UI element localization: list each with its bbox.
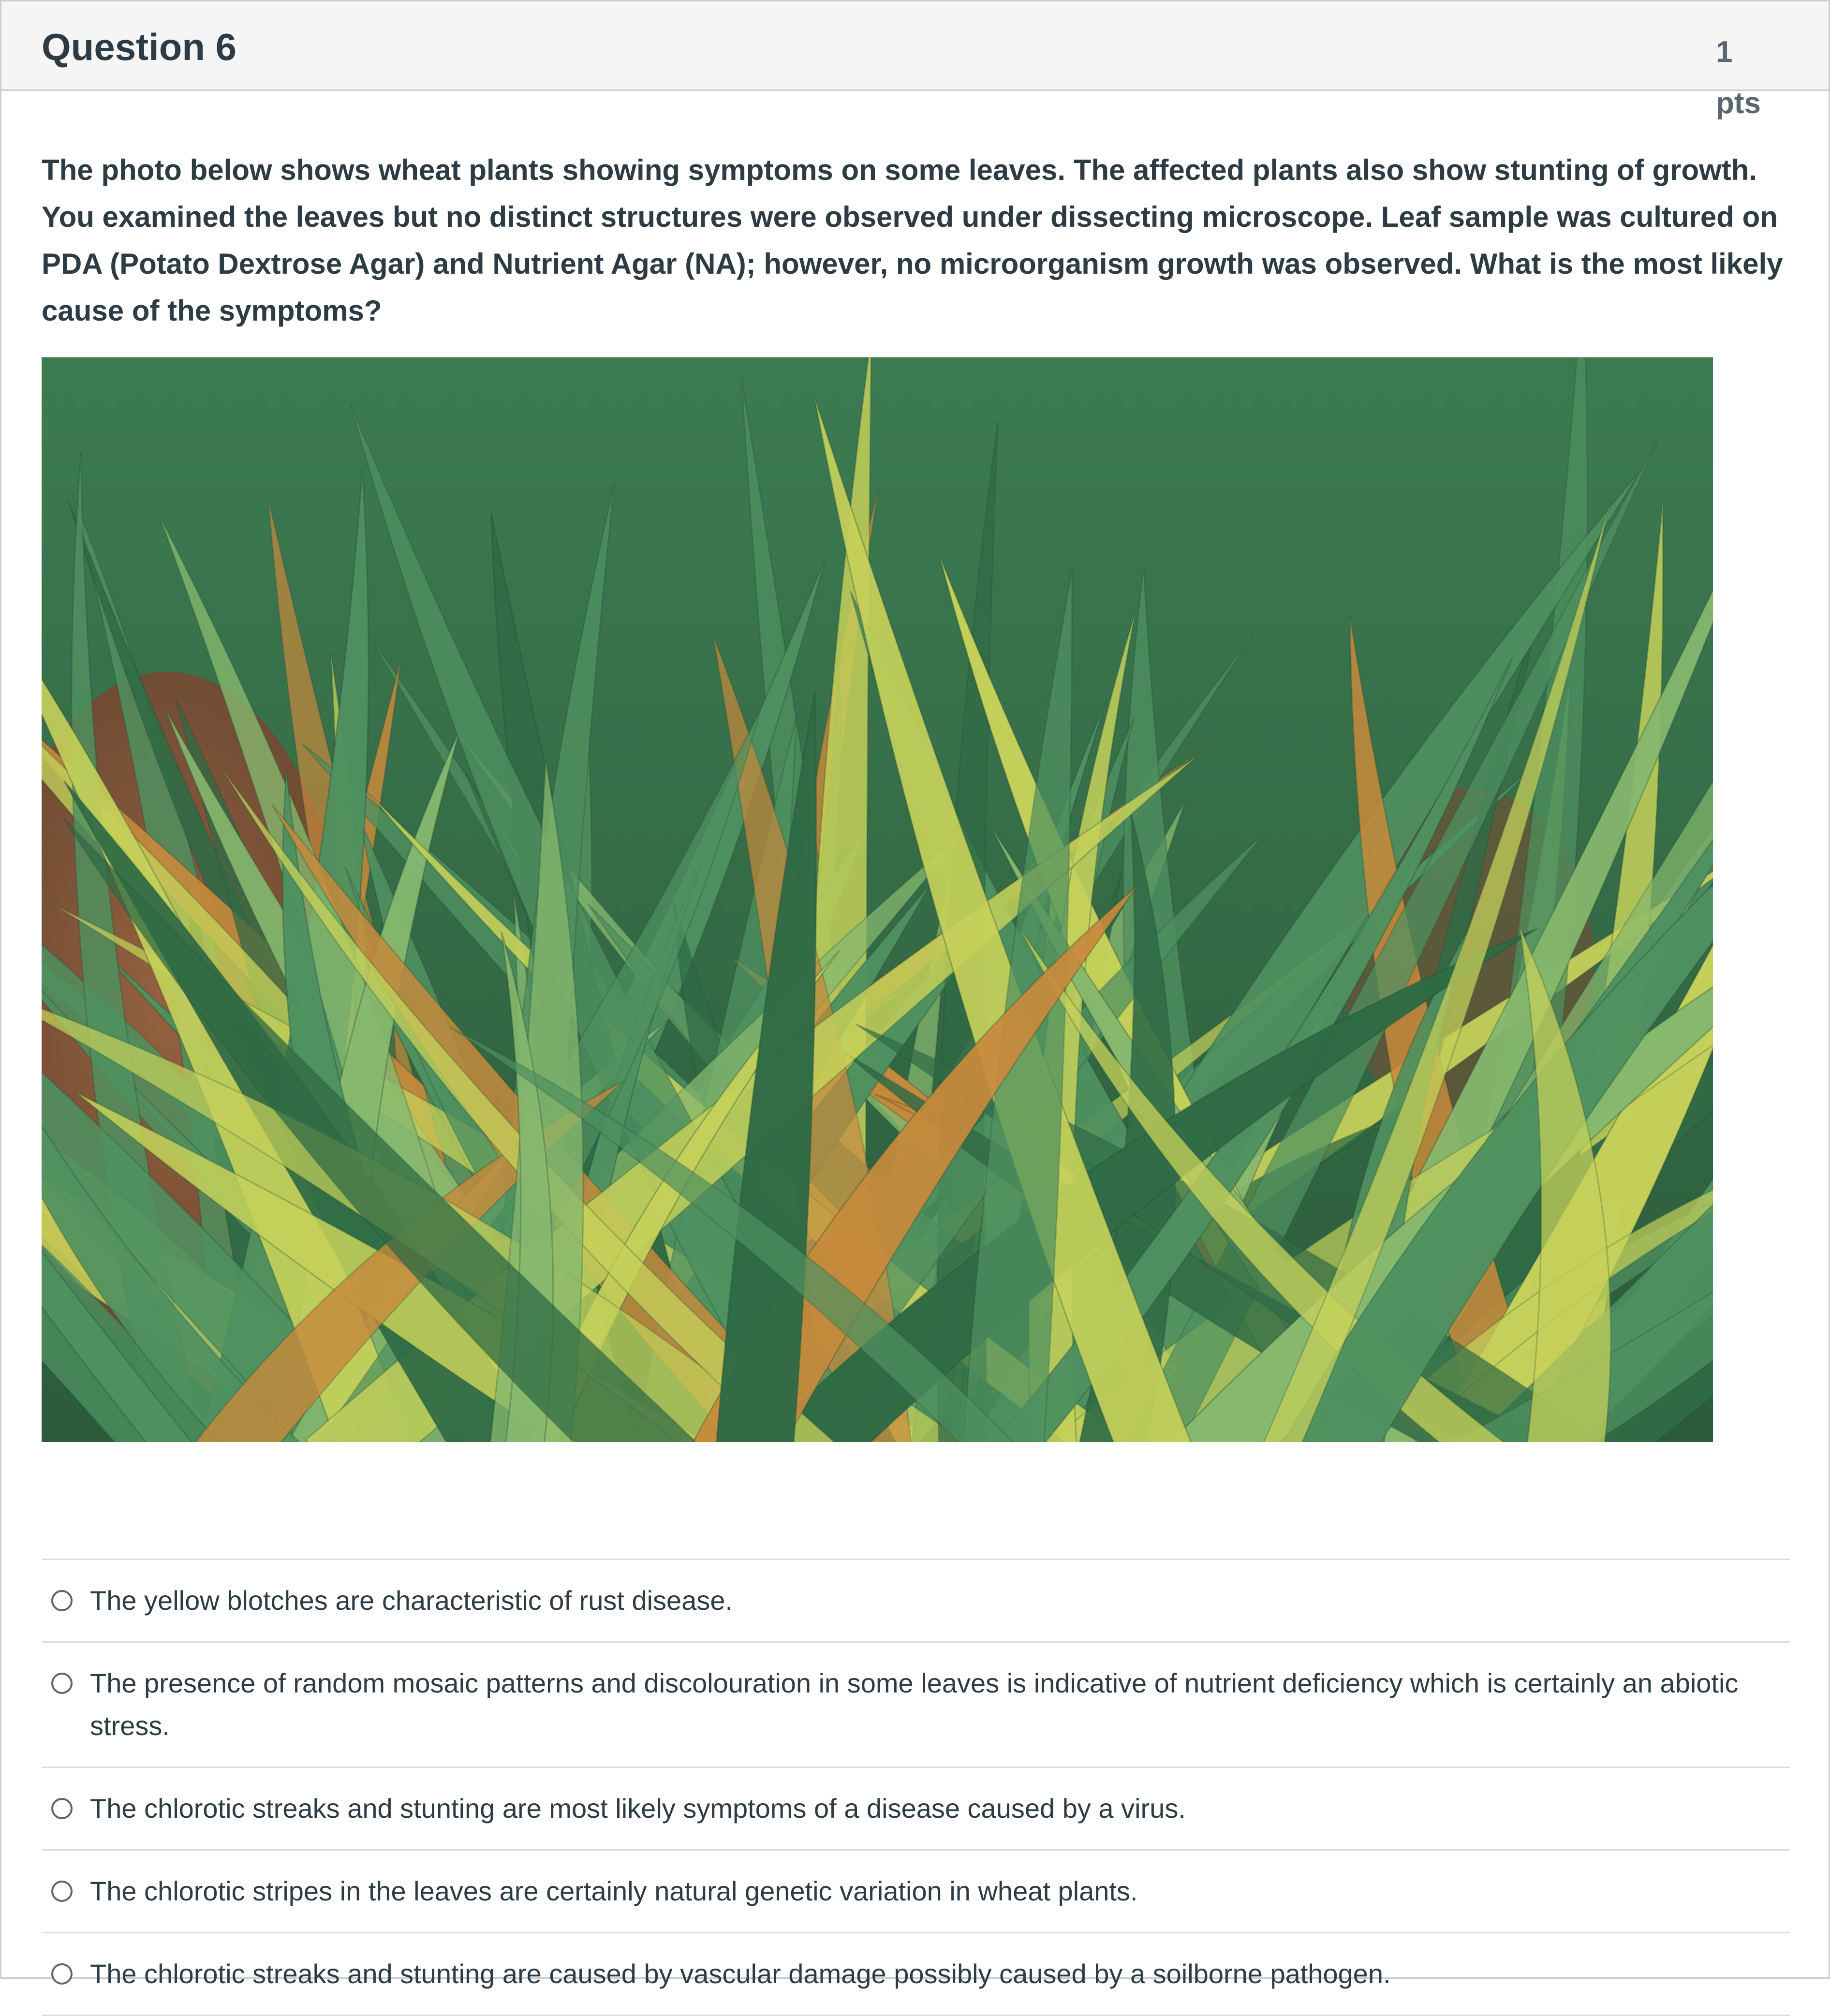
- question-header: [1, 1, 1829, 120]
- answer-label-4: The chlorotic stripes in the leaves are certainly natural genetic variation in wheat plants.: [90, 1876, 1138, 1906]
- answer-label-1: The yellow blotches are characteristic of rust disease.: [90, 1585, 733, 1616]
- answer-option-5[interactable]: [42, 1933, 1790, 2016]
- radio-button-2[interactable]: [51, 1673, 73, 1694]
- question-points: 1 pts: [1716, 35, 1761, 120]
- answer-option-1[interactable]: [42, 1560, 1790, 1643]
- radio-button-3[interactable]: [51, 1798, 73, 1819]
- radio-button-4[interactable]: [51, 1881, 73, 1902]
- answer-label-5: The chlorotic streaks and stunting are caused by vascular damage possibly caused by a soilborne pathogen.: [90, 1958, 1391, 1989]
- question-text: The photo below shows wheat plants showing symptoms on some leaves. The affected plants also show stunting of growth. You examined the leaves but no distinct structures were observed under dissecting microscope. Leaf sample was cultured on PDA (Potato Dextrose Agar) and Nutrient Agar (NA); however, no microorganism growth was observed. What is the most likely cause of the symptoms?: [42, 154, 1783, 327]
- answer-option-3[interactable]: [42, 1768, 1790, 1851]
- radio-button-1[interactable]: [51, 1590, 73, 1611]
- radio-button-5[interactable]: [51, 1963, 73, 1985]
- answer-options: [42, 1559, 1790, 2016]
- answer-label-2: The presence of random mosaic patterns and discolouration in some leaves is indicative of nutrient deficiency which is certainly an abiotic stress.: [90, 1668, 1739, 1741]
- wheat-leaves-photo: [42, 357, 1713, 1442]
- answer-label-3: The chlorotic streaks and stunting are most likely symptoms of a disease caused by a virus.: [90, 1793, 1186, 1824]
- answer-option-4[interactable]: [42, 1851, 1790, 1933]
- answer-option-2[interactable]: [42, 1643, 1790, 1768]
- question-title: Question 6: [42, 26, 237, 68]
